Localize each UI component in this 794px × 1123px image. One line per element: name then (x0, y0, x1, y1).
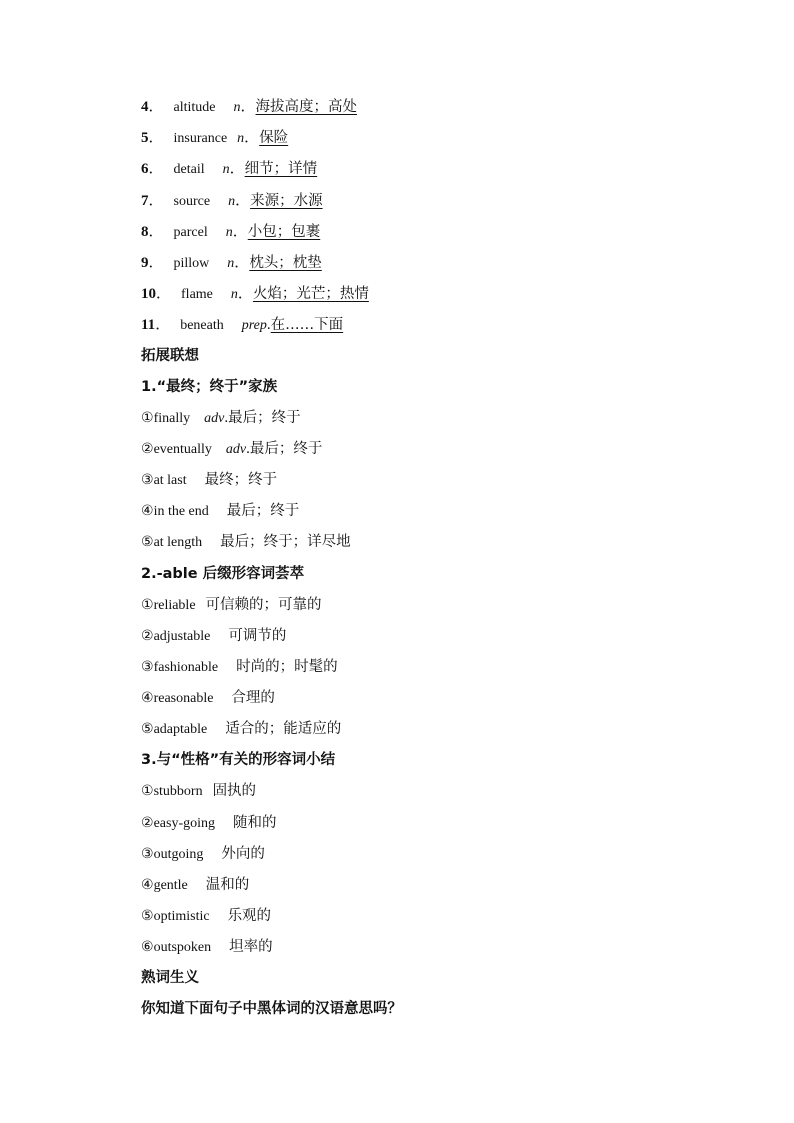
english-word: parcel (173, 225, 208, 240)
chinese-meaning: 合理的 (231, 690, 275, 706)
list-item (141, 779, 256, 803)
vocab-item: 11． beneath prep.在……下面 (141, 317, 344, 333)
part-of-speech: n (230, 287, 238, 302)
english-word: easy-going (153, 816, 215, 831)
chinese-meaning: 最后；终于；详尽地 (220, 534, 351, 550)
circled-number: ④ (141, 503, 154, 519)
english-word: flame (181, 287, 213, 302)
chinese-meaning: 火焰；光芒；热情 (252, 286, 369, 302)
list-item (141, 717, 341, 741)
english-word: at last (153, 473, 187, 488)
list-item: ①finally adv.最后；终于 (141, 410, 301, 426)
vocab-item: 6． detail n．细节；详情 (141, 161, 318, 177)
chinese-meaning: 可信赖的；可靠的 (205, 597, 322, 613)
english-word: finally (153, 411, 191, 426)
circled-number: ① (141, 783, 154, 799)
chinese-meaning: 温和的 (205, 877, 250, 893)
item-number: 11 (141, 317, 156, 333)
english-word: at length (153, 535, 203, 550)
vocab-item: 8． parcel n．小包；包裹 (141, 224, 321, 240)
list-item (141, 655, 338, 679)
english-word: pillow (173, 256, 210, 271)
list-item (141, 468, 277, 492)
list-item (141, 686, 275, 710)
english-word: fashionable (153, 660, 219, 675)
part-of-speech: n (222, 162, 230, 177)
circled-number: ⑥ (141, 939, 154, 955)
list-item (141, 811, 277, 835)
chinese-meaning: 随和的 (233, 815, 277, 831)
chinese-meaning: 适合的；能适应的 (225, 721, 342, 737)
part-of-speech: n (228, 194, 236, 209)
item-number: 9 (141, 255, 149, 271)
chinese-meaning: 在……下面 (270, 317, 344, 333)
english-word: in the end (153, 504, 209, 519)
english-word: insurance (173, 131, 228, 146)
chinese-meaning: 固执的 (212, 783, 257, 799)
english-word: outgoing (153, 847, 204, 862)
vocab-item: 10． flame n．火焰；光芒；热情 (141, 286, 369, 302)
item-number: 8 (141, 224, 149, 240)
english-word: eventually (153, 442, 212, 457)
english-word: reliable (153, 598, 196, 613)
chinese-meaning: 小包；包裹 (247, 224, 321, 240)
list-item (141, 842, 265, 866)
list-item (141, 904, 271, 928)
question-text: 你知道下面句子中黑体词的汉语意思吗？ (141, 1001, 402, 1017)
circled-number: ③ (141, 846, 154, 862)
chinese-meaning: 坦率的 (229, 939, 273, 955)
circled-number: ③ (141, 659, 154, 675)
circled-number: ⑤ (141, 908, 154, 924)
list-item (141, 593, 322, 617)
circled-number: ③ (141, 472, 154, 488)
list-item: ②eventually adv.最后；终于 (141, 441, 323, 457)
chinese-meaning: 海拔高度；高处 (255, 99, 358, 115)
circled-number: ② (141, 628, 154, 644)
item-number: 6 (141, 161, 149, 177)
item-number: 7 (141, 193, 149, 209)
chinese-meaning: 时尚的；时髦的 (236, 659, 338, 675)
part-of-speech: n (237, 131, 245, 146)
circled-number: ② (141, 441, 154, 457)
circled-number: ① (141, 410, 154, 426)
item-number: 5 (141, 130, 149, 146)
vocab-item: 7． source n．来源；水源 (141, 193, 323, 209)
part-of-speech: n (227, 256, 235, 271)
vocab-item: 9． pillow n．枕头；枕垫 (141, 255, 322, 271)
part-of-speech: n (225, 225, 233, 240)
part-of-speech: adv (204, 411, 225, 426)
circled-number: ④ (141, 877, 154, 893)
chinese-meaning: 可调节的 (228, 628, 287, 644)
english-word: adaptable (153, 722, 208, 737)
group-title: 3.与“性格”有关的形容词小结 (141, 752, 336, 768)
english-word: gentle (153, 878, 188, 893)
section-heading-expand: 拓展联想 (141, 348, 199, 364)
list-item (141, 530, 351, 554)
english-word: reasonable (153, 691, 214, 706)
chinese-meaning: 枕头；枕垫 (249, 255, 322, 271)
group-title: 2.-able 后缀形容词荟萃 (141, 566, 305, 582)
chinese-meaning: 保险 (259, 130, 289, 146)
chinese-meaning: 外向的 (221, 846, 265, 862)
circled-number: ① (141, 597, 154, 613)
circled-number: ⑤ (141, 721, 154, 737)
part-of-speech: adv (225, 442, 247, 457)
chinese-meaning: 最后；终于 (226, 503, 300, 519)
english-word: outspoken (153, 940, 212, 955)
chinese-meaning: 乐观的 (227, 908, 272, 924)
english-word: detail (173, 162, 205, 177)
part-of-speech: n (233, 100, 241, 115)
chinese-meaning: 最后；终于 (249, 441, 323, 457)
list-item (141, 935, 273, 959)
item-number: 4 (141, 99, 149, 115)
chinese-meaning: 最终；终于 (204, 472, 278, 488)
list-item (141, 873, 249, 897)
chinese-meaning: 最后；终于 (228, 410, 301, 426)
item-number: 10 (141, 286, 156, 302)
part-of-speech: prep (241, 318, 267, 333)
english-word: stubborn (153, 784, 203, 799)
circled-number: ② (141, 815, 154, 831)
group-title: 1.“最终；终于”家族 (141, 379, 278, 395)
chinese-meaning: 来源；水源 (250, 193, 323, 209)
english-word: adjustable (153, 629, 211, 644)
section-heading-familiar: 熟词生义 (141, 970, 199, 986)
english-word: altitude (173, 100, 216, 115)
english-word: beneath (180, 318, 224, 333)
circled-number: ⑤ (141, 534, 154, 550)
chinese-meaning: 细节；详情 (244, 161, 318, 177)
vocab-item: 4． altitude n．海拔高度；高处 (141, 99, 358, 115)
english-word: source (173, 194, 211, 209)
english-word: optimistic (153, 909, 210, 924)
circled-number: ④ (141, 690, 154, 706)
vocab-item: 5． insurance n．保险 (141, 130, 289, 146)
list-item (141, 624, 286, 648)
list-item (141, 499, 299, 523)
